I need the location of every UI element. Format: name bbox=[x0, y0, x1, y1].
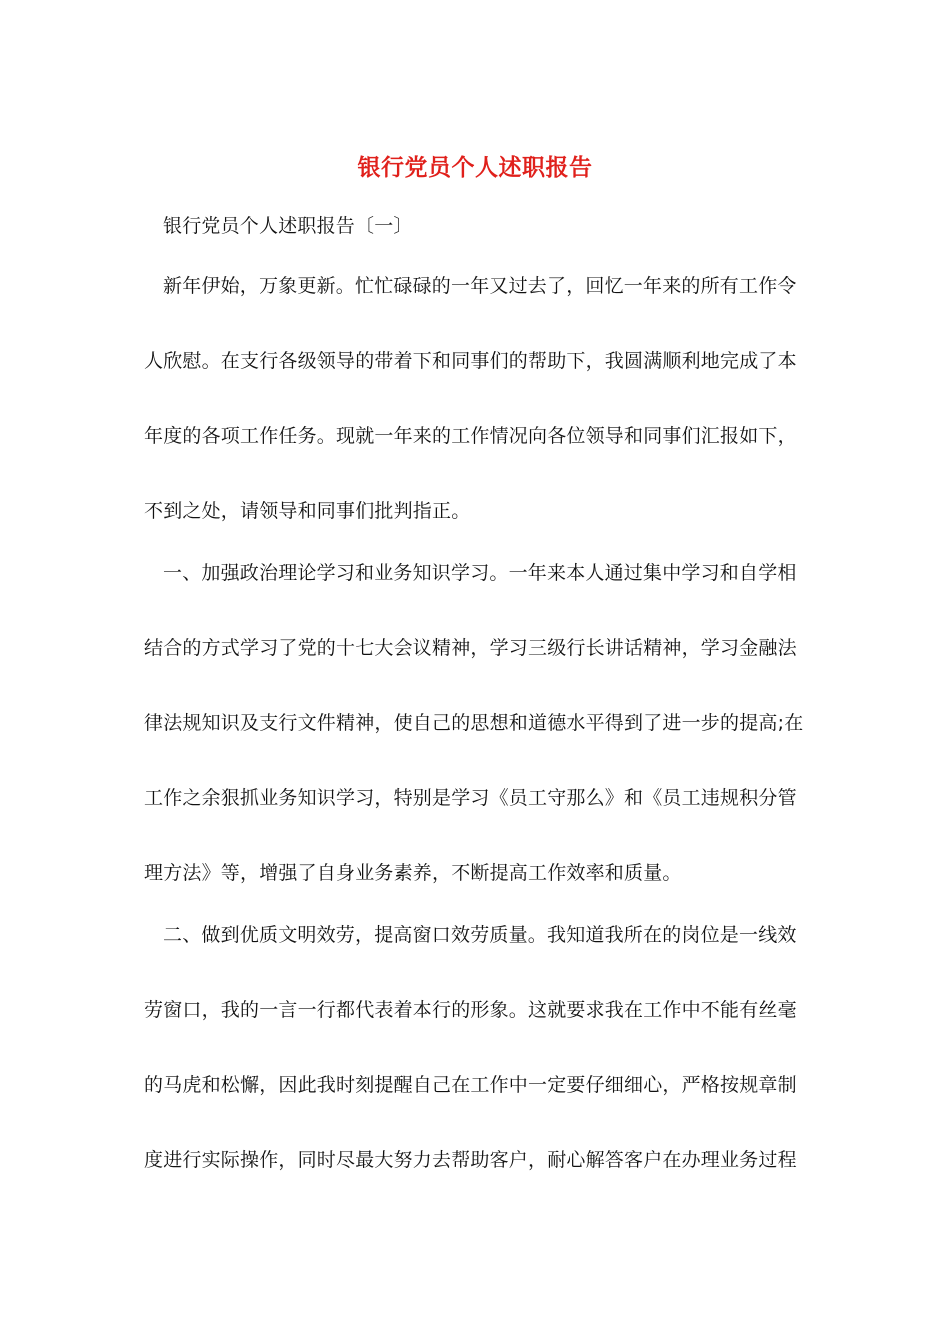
section-heading: 银行党员个人述职报告〔一〕 bbox=[163, 215, 413, 237]
body-line: 理方法》等，增强了自身业务素养，不断提高工作效率和质量。 bbox=[144, 862, 682, 884]
body-line: 新年伊始，万象更新。忙忙碌碌的一年又过去了，回忆一年来的所有工作令 bbox=[163, 275, 797, 297]
body-line: 劳窗口，我的一言一行都代表着本行的形象。这就要求我在工作中不能有丝毫 bbox=[144, 999, 797, 1021]
body-line: 人欣慰。在支行各级领导的带着下和同事们的帮助下，我圆满顺利地完成了本 bbox=[144, 350, 797, 372]
body-line: 不到之处，请领导和同事们批判指正。 bbox=[144, 500, 471, 522]
body-line: 度进行实际操作，同时尽最大努力去帮助客户，耐心解答客户在办理业务过程 bbox=[144, 1149, 797, 1171]
body-line: 工作之余狠抓业务知识学习，特别是学习《员工守那么》和《员工违规积分管 bbox=[144, 787, 797, 809]
body-line: 一、加强政治理论学习和业务知识学习。一年来本人通过集中学习和自学相 bbox=[163, 562, 797, 584]
document-title: 银行党员个人述职报告 bbox=[357, 154, 593, 181]
body-line: 二、做到优质文明效劳，提高窗口效劳质量。我知道我所在的岗位是一线效 bbox=[163, 924, 797, 946]
body-line: 律法规知识及支行文件精神，使自己的思想和道德水平得到了进一步的提高;在 bbox=[144, 712, 804, 734]
body-line: 结合的方式学习了党的十七大会议精神，学习三级行长讲话精神，学习金融法 bbox=[144, 637, 797, 659]
body-line: 的马虎和松懈，因此我时刻提醒自己在工作中一定要仔细细心，严格按规章制 bbox=[144, 1074, 797, 1096]
body-line: 年度的各项工作任务。现就一年来的工作情况向各位领导和同事们汇报如下， bbox=[144, 425, 797, 447]
